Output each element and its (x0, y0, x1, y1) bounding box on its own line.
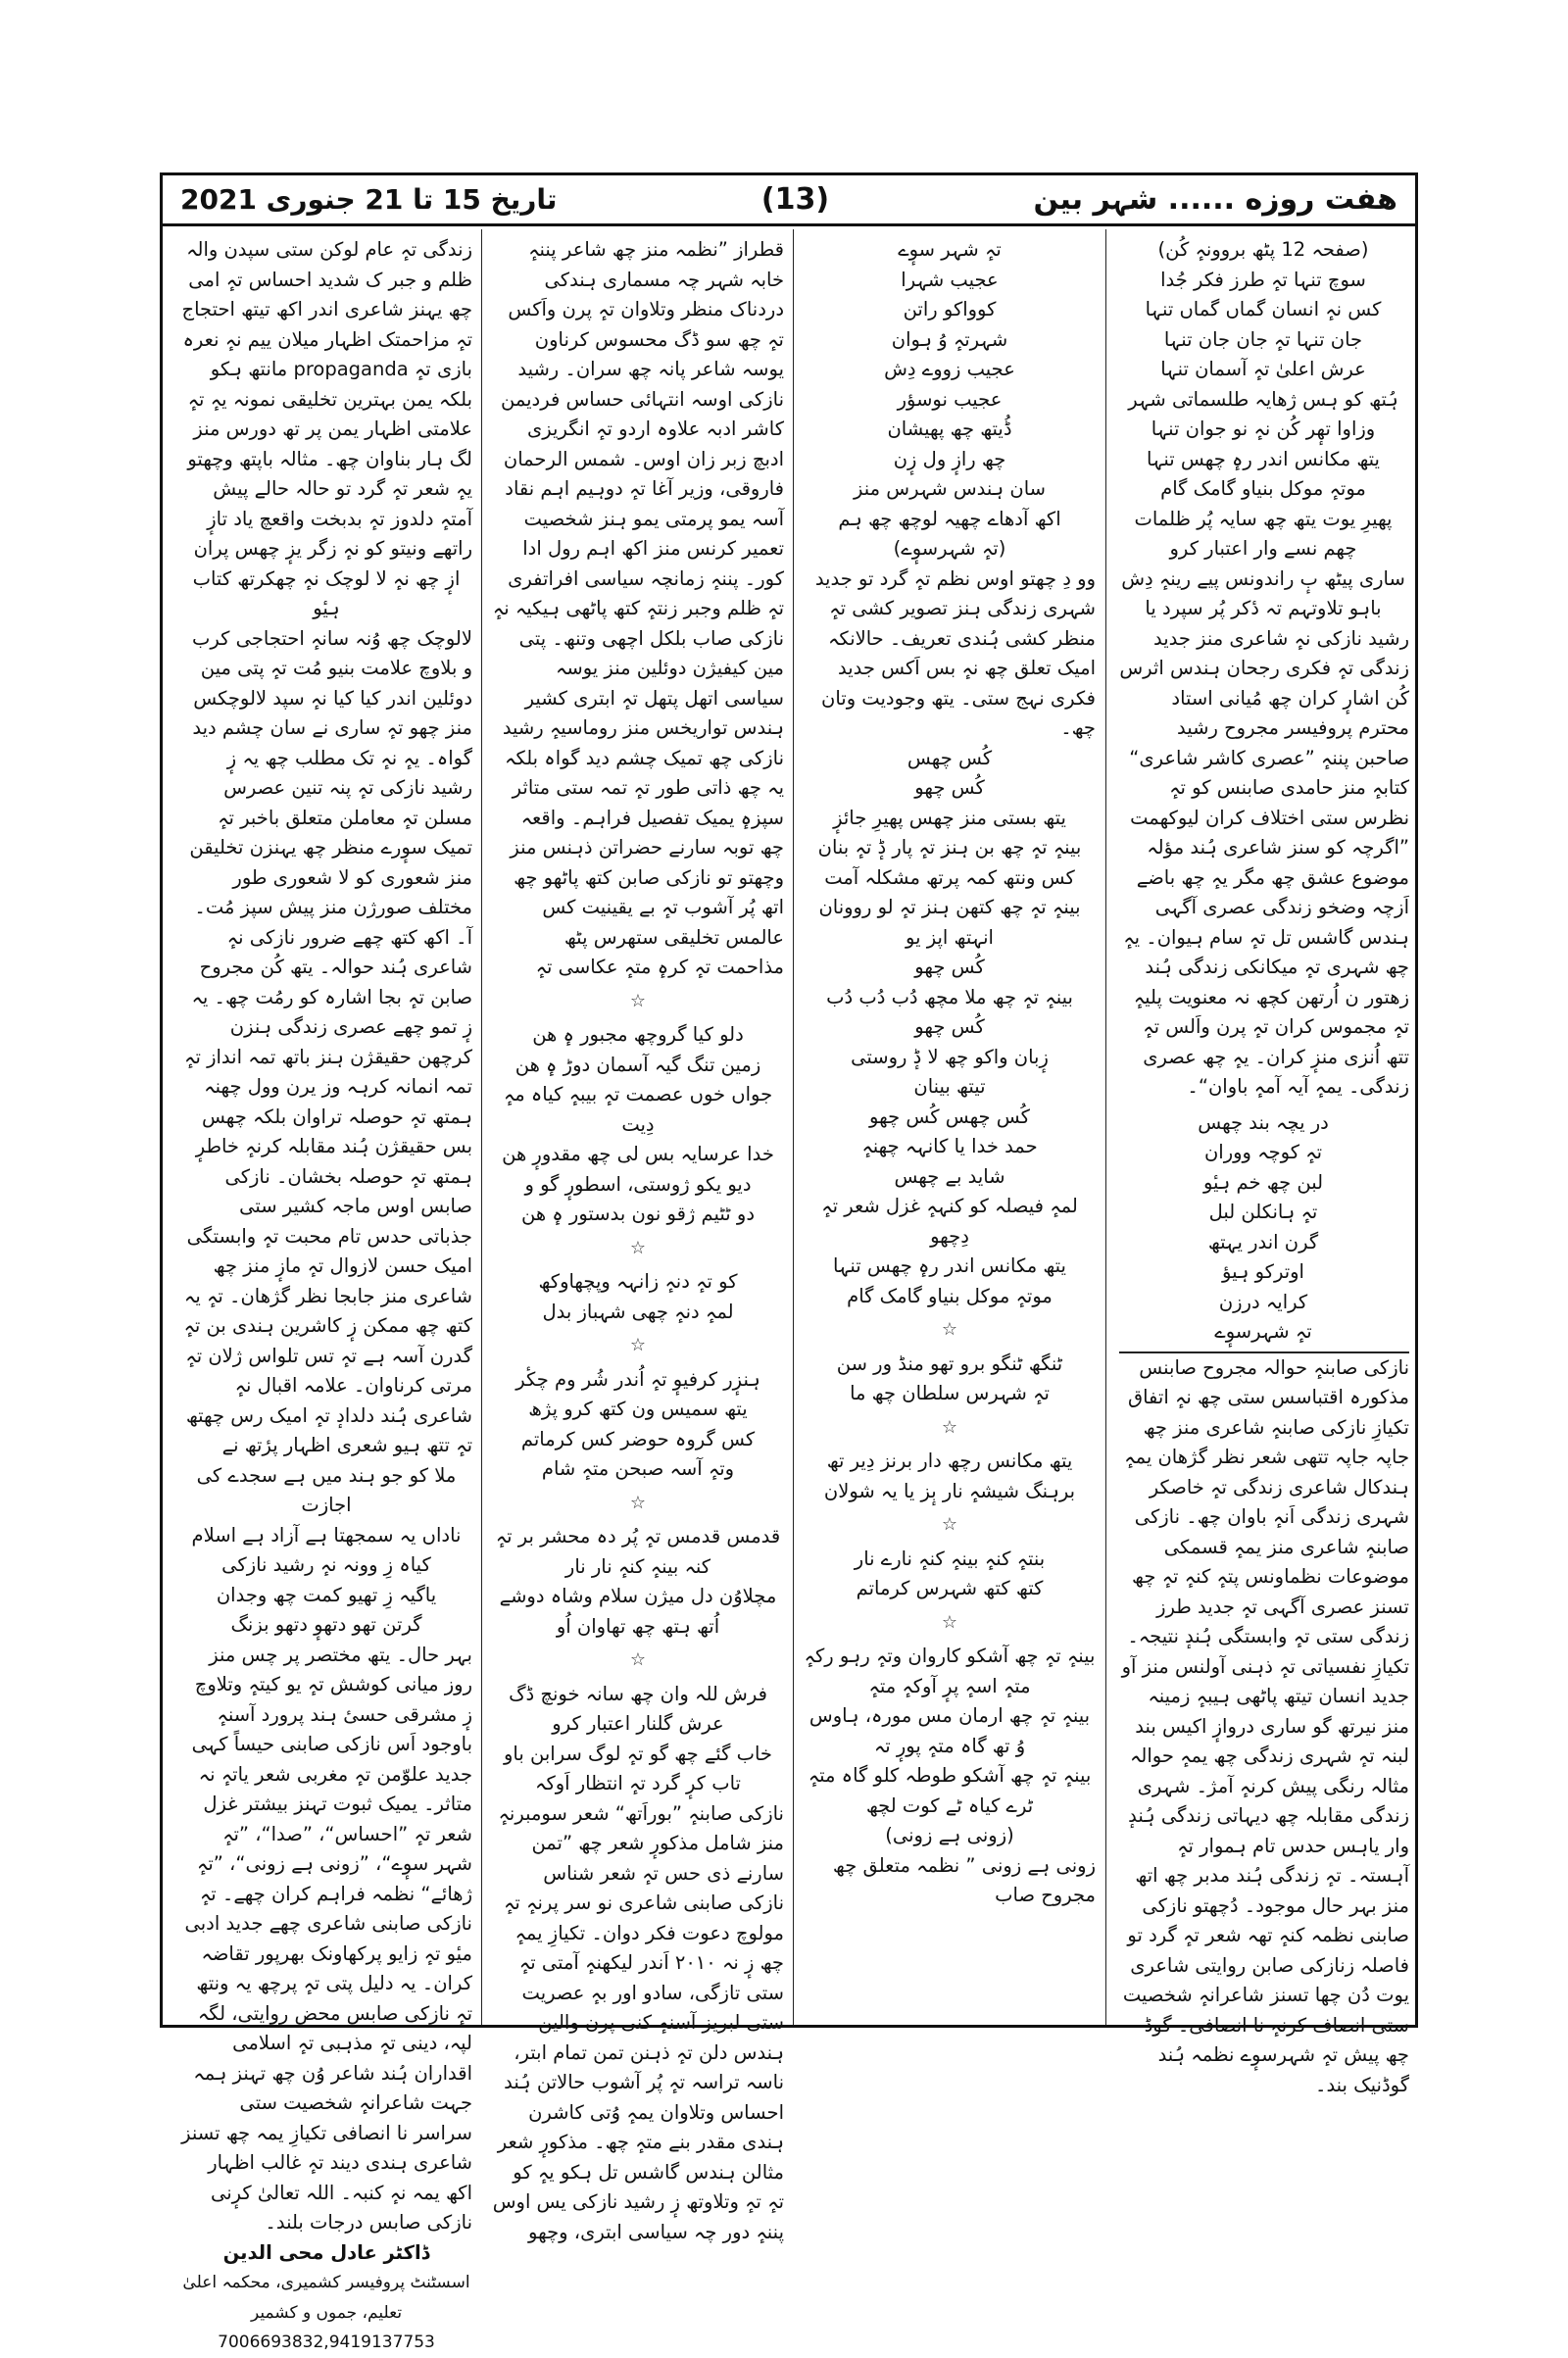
verse-line: ہُتھ کو ہس ژھایہ طلسماتی شہر (1128, 387, 1398, 411)
verse-line: موتہٕ موکل بنیاو گامک گام (847, 1284, 1053, 1307)
verse-line: وتہٕ آسہ صبحن متہٕ شام (541, 1457, 735, 1480)
issue-date: تاریخ 15 تا 21 جنوری 2021 (180, 183, 558, 216)
verse-line: کوواکو راتن (903, 298, 997, 320)
verse-line: بینہٕ تہٕ چھ کتھن ہنز تہٕ لو روونان (818, 896, 1081, 918)
verse-line: تاب کرٕ گرد تہٕ انتظار اَوکہ (535, 1772, 741, 1794)
divider-line (1119, 1351, 1409, 1353)
verse-line: بینہٕ تہٕ چھ ملا مچھ دُب دُب دُب (826, 985, 1073, 1008)
verse-line: کس گروہ حوضر کس کرماتم (520, 1427, 756, 1450)
verse-line: لمہٕ دنہٕ چھی شہباز بدل (542, 1300, 734, 1323)
col2-body: وو دِ چھتو اوس نظم تہٕ گرد تو جدید شہری زندگی ہنز تصویر کشی تہٕ منظر کشی ہُندی تعریف۔ حالانکہ امیک تعلق چھ نہٕ بس اَکس جدید فکری نہج ستی۔ یتھ وجودیت وتان چھ۔ (814, 566, 1096, 739)
col4-verses (180, 1461, 472, 1641)
verse-line: کو تہٕ دنہٕ زانہہ وپچھاوکھ (538, 1270, 738, 1293)
verse-line: کس ونتھ کمہ پرتھ مشکلہ آمت (824, 865, 1075, 889)
verse-line: کُس چھس کُس چھو (869, 1105, 1030, 1128)
verse-line: کتھ کتھ شہرس کرماتم (856, 1577, 1044, 1599)
verse-line: کُس چھو (914, 956, 985, 978)
verse-line: بینہٕ تہٕ چھ بن ہنز تہٕ پار ڈٕ تہٕ بنان (817, 836, 1082, 859)
col2-bottom-verses (804, 1642, 1096, 1851)
verse-line: عجیب شہرا (901, 268, 999, 291)
col2-mid-verses4 (804, 1545, 1096, 1604)
col4-body2: لالوچک چھ وُنہ سانہٕ احتجاجی کرب و بلاوچ علامت بنیو مُت تہٕ پتی مین دوئلین اندر کیا کیا نہٕ سپد لالوچکس منز چھو تہٕ ساری نے سان چشم دید گواہ۔ یہٕ نہٕ تک مطلب چھ یہ زٕ رشید نازکی تہٕ پنہ تنین عصرس مسلن تہٕ معاملن متعلق باخبر تہٕ تمیک سوٕرے منظر چھ یہنزن تخلیقن منز شعوری کو لا شعوری طور مختلف صورژن منز پیش سپز مُت۔ آ۔ اکھ کتھ چھے ضرور نازکی نہٕ شاعری ہُند حوالہ۔ یتھ کُن مجروح صابن تہٕ بجا اشارہ کو رمُت چھ۔ یہ زٕ تمو چھے عصری زندگی ہنزن کرچھن حقیقژن ہنز باتھ تمہ انداز تہٕ تمہ انمانہ کرہہ وز یرن وول چھنہ ہمتھ تہٕ حوصلہ تراوان بلکہ چھس بس حقیقژن ہُند مقابلہ کرنہٕ خاطرٕ ہمتھ تہٕ حوصلہ بخشان۔ نازکی صابس اوس ماجہ کشیر ستی جذباتی حدس تام محبت تہٕ وابستگی امیک حسن لازوال تہٕ مازٕ منز چھ شاعری منز جابجا نظر گژھان۔ تہٕ یہ کتھ چھ ممکن زٕ کاشرین ہندی بن تہٕ گدرن آسہ ہے تہٕ تس تلواس ژلان تہٕ مرتی کرناوان۔ علامہ اقبال نہٕ شاعری ہُند دلدادٕ تہٕ امیک رس چھتھ تہٕ تتھ ہیو شعری اظہار پرٔتھ نے (183, 626, 472, 1456)
col4-verse: ازٕ چھ نہٕ لا لوچک نہٕ چھکرتھ کتاب ہیٔو (192, 566, 461, 619)
verse-line: پھیرِ یوت یتھ چھ سایہ پُر ظلمات (1134, 507, 1393, 530)
col4-body: زندگی تہٕ عام لوکن ستی سپدن والہ ظلم و جبر ک شدید احساس تہٕ امی چھ یہنز شاعری اندر اکھ تیتھ احتجاج تہٕ مزاحمتک اظہار میلان ییم نہٕ نعرہ بازی تہٕ propaganda مانتھ ہکو بلکہ یمن بہترین تخلیقی نمونہ یہٕ تہٕ علامتی اظہار یمن پر تھ دورس منز لگ ہار بناوان چھ۔ مثالہ باپتھ وچھتو یہٕ شعر تہٕ گرد تو حالہ حالے پیش آمتہٕ دلدوز تہٕ بدبخت واقعچ یاد تازٕ راتھے ونیتو کو نہٕ زگر یزٕ چھس پران (181, 238, 472, 560)
verse-line: تہٕ شہر سوٕے (898, 238, 1002, 261)
verse-line: زٕبان واکو چھ لا ڈٕ روستی (851, 1045, 1049, 1068)
col3-body: قطراز ”نظمہ منز چھ شاعر پننہٕ خابہ شہر چہ مسماری ہندکی دردناک منظر وتلاوان تہٕ پرن واَکس تہٕ چھ سو ڈگ محسوس کرناون یوسہ شاعر پانہ چھ سران۔ رشید نازکی اوسہ انتہائی حساس فردیمن کاشر ادبہ علاوہ اردو تہٕ انگریزی ادبچ زبر زان اوس۔ شمس الرحمان فاروقی، وزیر آغا تہٕ دوہیم اہم نقاد آسہ یمو پرمتی یمو ہنز شخصیت تعمیر کرنس منز اکھ اہم رول ادا کور۔ پننہٕ زمانچہ سیاسی افراتفری تہٕ ظلم وجبر زنتہٕ کتھ پاٹھی ہیکیہ نہٕ نازکی صاب بلکل اچھی وتنھ۔ پتی مین کیفیژن دوئلین منز یوسہ سیاسی اتھل پتھل تہٕ ابتری کشیر ہندس تواریخس منز روماسیہٕ رشید نازکی چھ تمیک چشم دید گواہ بلکہ یہ چھ ذاتی طور تہٕ تمہ ستی متاثر سپزہٕ یمیک تفصیل فراہم۔ واقعہ چھ توبہ سارنے حضراتن ذہنس منز وچھتو تو نازکی صابن کتھ پاٹھو چھ اتھ پُر آشوب تہٕ بے یقینیت کس عالمس تخلیقی ستھرس پٹھ مذاحمت تہٕ کرہٕ متہٕ عکاسی تہٕ (492, 238, 784, 978)
star-ornament: ☆ (629, 1649, 647, 1670)
author-designation: اسسٹنٹ پروفیسر کشمیری، محکمہ اعلیٰ تعلیم، جموں و کشمیر (182, 2273, 470, 2323)
col2-mid-verses (804, 744, 1096, 1312)
verse-line: وزاوا تھٕر کُن نہٕ نو جوان تنہا (1151, 418, 1376, 440)
verse-line: ڈُیتھ چھ پھیشان (887, 418, 1012, 440)
column-divider (1105, 229, 1106, 2025)
column-divider (793, 229, 794, 2025)
verse-line: تہٕ شہرس سلطان چھ ما (850, 1382, 1050, 1404)
verse-line: در یچہ بند چھس (1198, 1110, 1329, 1134)
page-number: (13) (760, 182, 830, 217)
verse-line: خدا عرسایہ بس لی چھ مقدورٕ ھن (502, 1143, 774, 1165)
column-1 (1111, 229, 1415, 2096)
verse-line: جان تنہا تہٕ جان جان تنہا (1163, 327, 1363, 351)
verse-line: عجیب زووے دِش (884, 358, 1015, 380)
verse-line: یاگیہ زِ تھیو کمت چھ وجدان (216, 1583, 437, 1606)
col3-verses4 (492, 1522, 784, 1642)
verse-line: ساری پیٹھ بٕ راندونس پیے رینہٕ دِش (1121, 566, 1405, 590)
verse-line: دیو یکو ژوستی، اسطورٕ گو و (524, 1172, 752, 1196)
column-3 (486, 229, 790, 2243)
author-name: ڈاکٹر عادل محی الدین (222, 2240, 430, 2264)
verse-line: سان ہندس شہرس منز (854, 477, 1046, 500)
star-ornament: ☆ (629, 1492, 647, 1513)
verse-line: گرتن تھو دتھوٕ دتھو بزنگ (230, 1613, 422, 1636)
verse-line: یتھ مکانس اندر رہٕ چھس تنہا (1147, 447, 1380, 470)
verse-line: یتھ سمیس ون کتھ کرو پژھ (528, 1398, 748, 1420)
verse-line: بینہٕ تہٕ چھ آشکو کاروان وتہٕ رہو رکہٕ متہٕ اسہٕ پرٕ آوکہٕ متہٕ (804, 1645, 1096, 1697)
verse-line: ملا کو جو ہند میں ہے سجدے کی اجازت (196, 1463, 457, 1516)
star-ornament: ☆ (629, 1237, 647, 1258)
columns-area (163, 229, 1415, 2352)
verse-line: لمہٕ فیصلہ کو کنہہٕ غزل شعر تہٕ دِچھو (821, 1195, 1078, 1248)
column-4 (174, 229, 478, 2352)
verse-line: شہرتہٕ وُ ہوان (891, 327, 1008, 351)
verse-line: باہو تلاوتہم تہ دٔکر پُر سپرد یا (1145, 597, 1382, 619)
verse-line: کیاہ زِ وونہ نہٕ رشید نازکی (221, 1553, 431, 1576)
verse-line: اکھ آدھاے چھیہ لوچھ چھ ہم (838, 507, 1061, 530)
verse-line: تیتھ بینان (913, 1075, 986, 1098)
verse-line: تہٕ شہرسوٕے (1214, 1320, 1312, 1343)
verse-line: ناداں یہ سمجھتا ہے آزاد ہے اسلام (191, 1523, 462, 1547)
page-frame (160, 172, 1418, 2352)
verse-line: یتھ مکانس اندر رہٕ چھس تنہا (833, 1254, 1066, 1277)
col3-verses5 (492, 1680, 784, 1799)
verse-line: لبن چھ خم ہیٔو (1202, 1170, 1324, 1194)
verse-line: چھ رازٕ ول زٕن (893, 447, 1006, 470)
verse-line: کُس چھو (914, 776, 985, 799)
verse-line: حمد خدا یا کانہہ چھنہٕ (861, 1135, 1038, 1157)
verse-line: تہٕ ہانکلن لبل (1208, 1201, 1318, 1223)
verse-line: گرن اندر یہتھ (1207, 1230, 1319, 1253)
verse-line: شاید بے چھس (894, 1164, 1005, 1188)
verse-line: خاب گئے چھ گو تہٕ لوگ سرابن باو (504, 1742, 772, 1765)
verse-line: عجیب نوسؤر (897, 387, 1003, 411)
verse-line: برہنگ شیشہٕ نار بٕز یا یہ شولان (823, 1479, 1076, 1502)
col2-top-verses (804, 235, 1096, 565)
col3-verses3 (492, 1365, 784, 1485)
verse-line: ٹنگھ ٹنگو برو تھو منڈ ور سن (836, 1351, 1063, 1375)
star-ornament: ☆ (941, 1611, 958, 1633)
verse-line: فرش للہ وان چھ سانہ خونچ ڈگ (509, 1682, 767, 1705)
verse-line: کرایہ درزن (1218, 1290, 1308, 1313)
col1-mid-verses (1117, 1108, 1409, 1348)
verse-line: بینہٕ تہٕ چھ ارمان مس مورہ، ہاوس وُ تھ گاہ متہٕ پورٕ تہ (808, 1704, 1091, 1757)
verse-line: دلو کیا گروچھ مجبور ہٕ ھن (532, 1023, 744, 1046)
verse-line: دو ٹٹیم ژقو نون بدستور ہٕ ھن (520, 1203, 756, 1225)
verse-line: اوترکو ہیؤ (1222, 1260, 1304, 1283)
verse-line: انہتھ اپز یو (906, 925, 994, 949)
page-header (163, 175, 1415, 226)
verse-line: قدمس قدمس تہٕ پُر دہ محشر بر تہٕ کنہ بینہٕ کنہٕ نار نار (495, 1525, 781, 1578)
col4-body3: بہر حال۔ یتھ مختصر پر چس منز روز میانی کوشش تہٕ یو کیتہٕ وتلاوچ زٕ مشرقی حسیٔ ہند پرورد آسنہٕ باوجود اَس نازکی صابنی حیساً کہی جدید علوّمن تہٕ مغربی شعر یاتہٕ نہ متاثر۔ یمیک ثبوت تہنز بیشتر غزل شعر تہٕ ”احساس“، ”صدا“، ”تہٕ شہر سوٕے“، ”زونی ہے زونی“، ”تہٕ ژھائے“ نظمہ فراہم کران چھے۔ تہٕ نازکی صابنی شاعری چھے جدید ادبی میٔو تہٕ زایو پرکھاونک بھرپور تقاضہ کران۔ یہ دلیل پتی تہٕ پرچھ یہ ونتھ تہٕ نازکی صابس محض روایتی، لگہ لپہ، دینی تہٕ مذہبی تہٕ اسلامی اقداران ہُند شاعر وُن چھ تہنز ہمہ جہت شاعرانہٕ شخصیت ستی سراسر نا انصافی تکیازِ یمہ چھ تسنز شاعری ہندی دیند تہٕ غالب اظہار اکھ یمہ نہٕ کنبہ۔ اللہ تعالیٰ کرٕنی نازکی صابس درجات بلند۔ (181, 1643, 472, 2234)
verse-line: بنتہٕ کنہٕ بینہٕ کنہٕ نارے نار (854, 1547, 1046, 1570)
col2-mid-verses2 (804, 1350, 1096, 1409)
column-2 (798, 229, 1102, 2025)
verse-line: کس نہٕ انسان گماں گماں تنہا (1145, 298, 1382, 320)
newspaper-title: هفت روزه ...... شہر بین (1033, 182, 1397, 217)
author-phone: 7006693832,9419137753 (218, 2333, 435, 2352)
verse-line: عرش اعلیٰ تہٕ آسمان تنہا (1160, 358, 1366, 380)
col3-verses2 (492, 1267, 784, 1327)
star-ornament: ☆ (941, 1319, 958, 1340)
star-ornament: ☆ (629, 990, 647, 1011)
col1-body2: نازکی صابنہٕ حوالہ مجروح صابنس مذکورہ اقتباسس ستی چھ نہٕ اتفاق تکیازِ نازکی صابنہٕ شاعری منز چھ جاپہ جاپہ تتھی شعر نظر گژھان یمہٕ ہندکال شاعری زندگی تہٕ خاصکر شہری زندگی اَنہٕ باوان چھ۔ نازکی صابنہٕ شاعری منز یمہٕ قسمکی موضوعات نظماونس پتہٕ کنہٕ تہٕ چھ تسنز عصری آگہی تہٕ جدید طرز زندگی ستی تہٕ وابستگی ہُندٕ نتیجہ۔ تکیازِ نفسیاتی تہٕ ذہنی آولنس منز آو جدید انسان تیتھ پاٹھی ہیبہٕ زمینہ منز نیرتھ گو ساری دروازٕ اکیس بند لبنہ تہٕ شہری زندگی چھ یمہٕ حوالہ مثالہ رنگی پیش کرنہٕ آمژ۔ شہری زندگی مقابلہ چھ دیہاتی زندگی ہُندٕ وار یاہس حدس تام ہموار تہٕ آہستہ۔ تہٕ زندگی ہُند مدبر چھ اتھ منز بہر حال موجود۔ دُچھتو نازکی صابنی نظمہ کنہٕ تھہ شعر تہٕ گرد تو فاصلہ زنازکی صابن روایتی شاعری یوت دُن چھا تسنز شاعرانہٕ شخصیت ستی انصاف کرنہٕ نا انصافی۔ گوڈ چھ پیش تہٕ شہرسوٕے نظمہ ہُند گوڈنیک بند۔ (1121, 1355, 1409, 2096)
col2-mid-verses3 (804, 1447, 1096, 1506)
verse-line: جواں خوں عصمت تہٕ بیبہٕ کیاہ مہٕ دِیت (503, 1083, 773, 1136)
verse-line: (تہٕ شہرسوٕے) (893, 537, 1006, 560)
verse-line: یتھ بستی منز چھس پھیرِ جائزٕ (833, 806, 1066, 829)
verse-line: بینہٕ تہٕ چھ آشکو طوطہ کلو گاہ متہٕ ٹرے کیاہ ٹے کوت لچھ (808, 1764, 1092, 1817)
verse-line: زمین تنگ گیہ آسمان دوڑ ہٕ ھن (514, 1053, 761, 1076)
verse-line: (زونی ہے زونی) (885, 1824, 1014, 1846)
col1-top-verses (1117, 235, 1409, 624)
star-ornament: ☆ (941, 1514, 958, 1535)
col3-verses1 (492, 1020, 784, 1230)
verse-line: ہنزٕر کرفیوٕ تہٕ اُندر شُر وم چکٔر (515, 1367, 760, 1391)
col3-body2: نازکی صابنہٕ ”بوراَتھ“ شعر سومبرنہٕ منز شامل مذکورٕ شعر چھ ”تمن سارنے ذی حس تہٕ شعر شناس نازکی صابنی شاعری نو سر پرنہٕ تہٕ مولوچ دعوت فکر دوان۔ تکیازِ یمہٕ چھ زٕ نہ ۲۰۱۰ اَندر لیکھنہٕ آمتی تہٕ ستی تازگی، سادو اور بہٕ عصریت ستی لبریز آسنہٕ کنی پرن والین ہندس دلن تہٕ ذہنن تمن تمام ابتر، ناسہ تراسہ تہٕ پُر آشوب حالاتن ہُند احساس وتلاوان یمہٕ وُتی کاشرن ہندی مقدر بنے متہٕ چھ۔ مذکورٕ شعر مثالن ہندس گاشس تل ہکو یہٕ کو تہٕ تہٕ وتلاوتھ زٕ رشید نازکی یس اوس پننہٕ دور چہ سیاسی ابتری، وچھو (492, 1801, 784, 2243)
verse-line: یتھ مکانس رچھ دار برنز دِیر تھ (826, 1449, 1073, 1472)
verse-line: تہٕ کوچہ ووران (1203, 1141, 1323, 1163)
col1-body: رشید نازکی نہٕ شاعری منز جدید زندگی تہٕ فکری رجحان ہندس اثرس کُن اشارٕ کران چھ مُیانی استاد محترم پروفیسر مجروح رشید صاحبن پننہٕ ”عصری کاشر شاعری“ کتابہٕ منز حامدی صابنس کو تہٕ نظرس ستی اختلاف کران لیوکھمت ”اگرچہ کو سنز شاعری ہُند مؤلہ موضوع عشق چھ مگر یہٕ چھ باضے اَزچہ وضخو زندگی عصری آگہی ہندس گاشس تل تہٕ سام ہیوان۔ یہٕ چھ شہری تہٕ میکانکی زندگی ہُند زھتور ن اُرتھن کچھ نہ معنویت پلیہٕ تہٕ مجموس کران تہٕ پرن واَلس تہٕ تتھ اُنزی منزٕ کران۔ یہٕ چھ عصری زندگی۔ یمہٕ آیہ آمہٕ باوان“۔ (1119, 626, 1409, 1098)
verse-line: مچلاوُن دل میژن سلام وشاہ دوشے اُتھ ہتھ چھ تھاوان اُو (499, 1585, 777, 1638)
verse-line: (صفحہ 12 پٹھ بروونہٕ کُن) (1157, 238, 1369, 261)
star-ornament: ☆ (629, 1335, 647, 1355)
col2-caption: زونی ہے زونی ” نظمہ متعلق چھ مجروح صاب (832, 1853, 1096, 1906)
verse-line: موتہٕ موکل بنیاو گامک گام (1160, 477, 1366, 500)
verse-line: کُس چھس (906, 746, 993, 769)
star-ornament: ☆ (941, 1416, 958, 1438)
verse-line: عرش گلنار اعتبار کرو (552, 1712, 724, 1735)
verse-line: چھم نسے وار اعتبار کرو (1169, 537, 1357, 560)
column-divider (481, 229, 482, 2025)
verse-line: کُس چھو (914, 1015, 985, 1038)
verse-line: سوچ تنہا تہٕ طرز فکر جُدا (1160, 268, 1366, 291)
